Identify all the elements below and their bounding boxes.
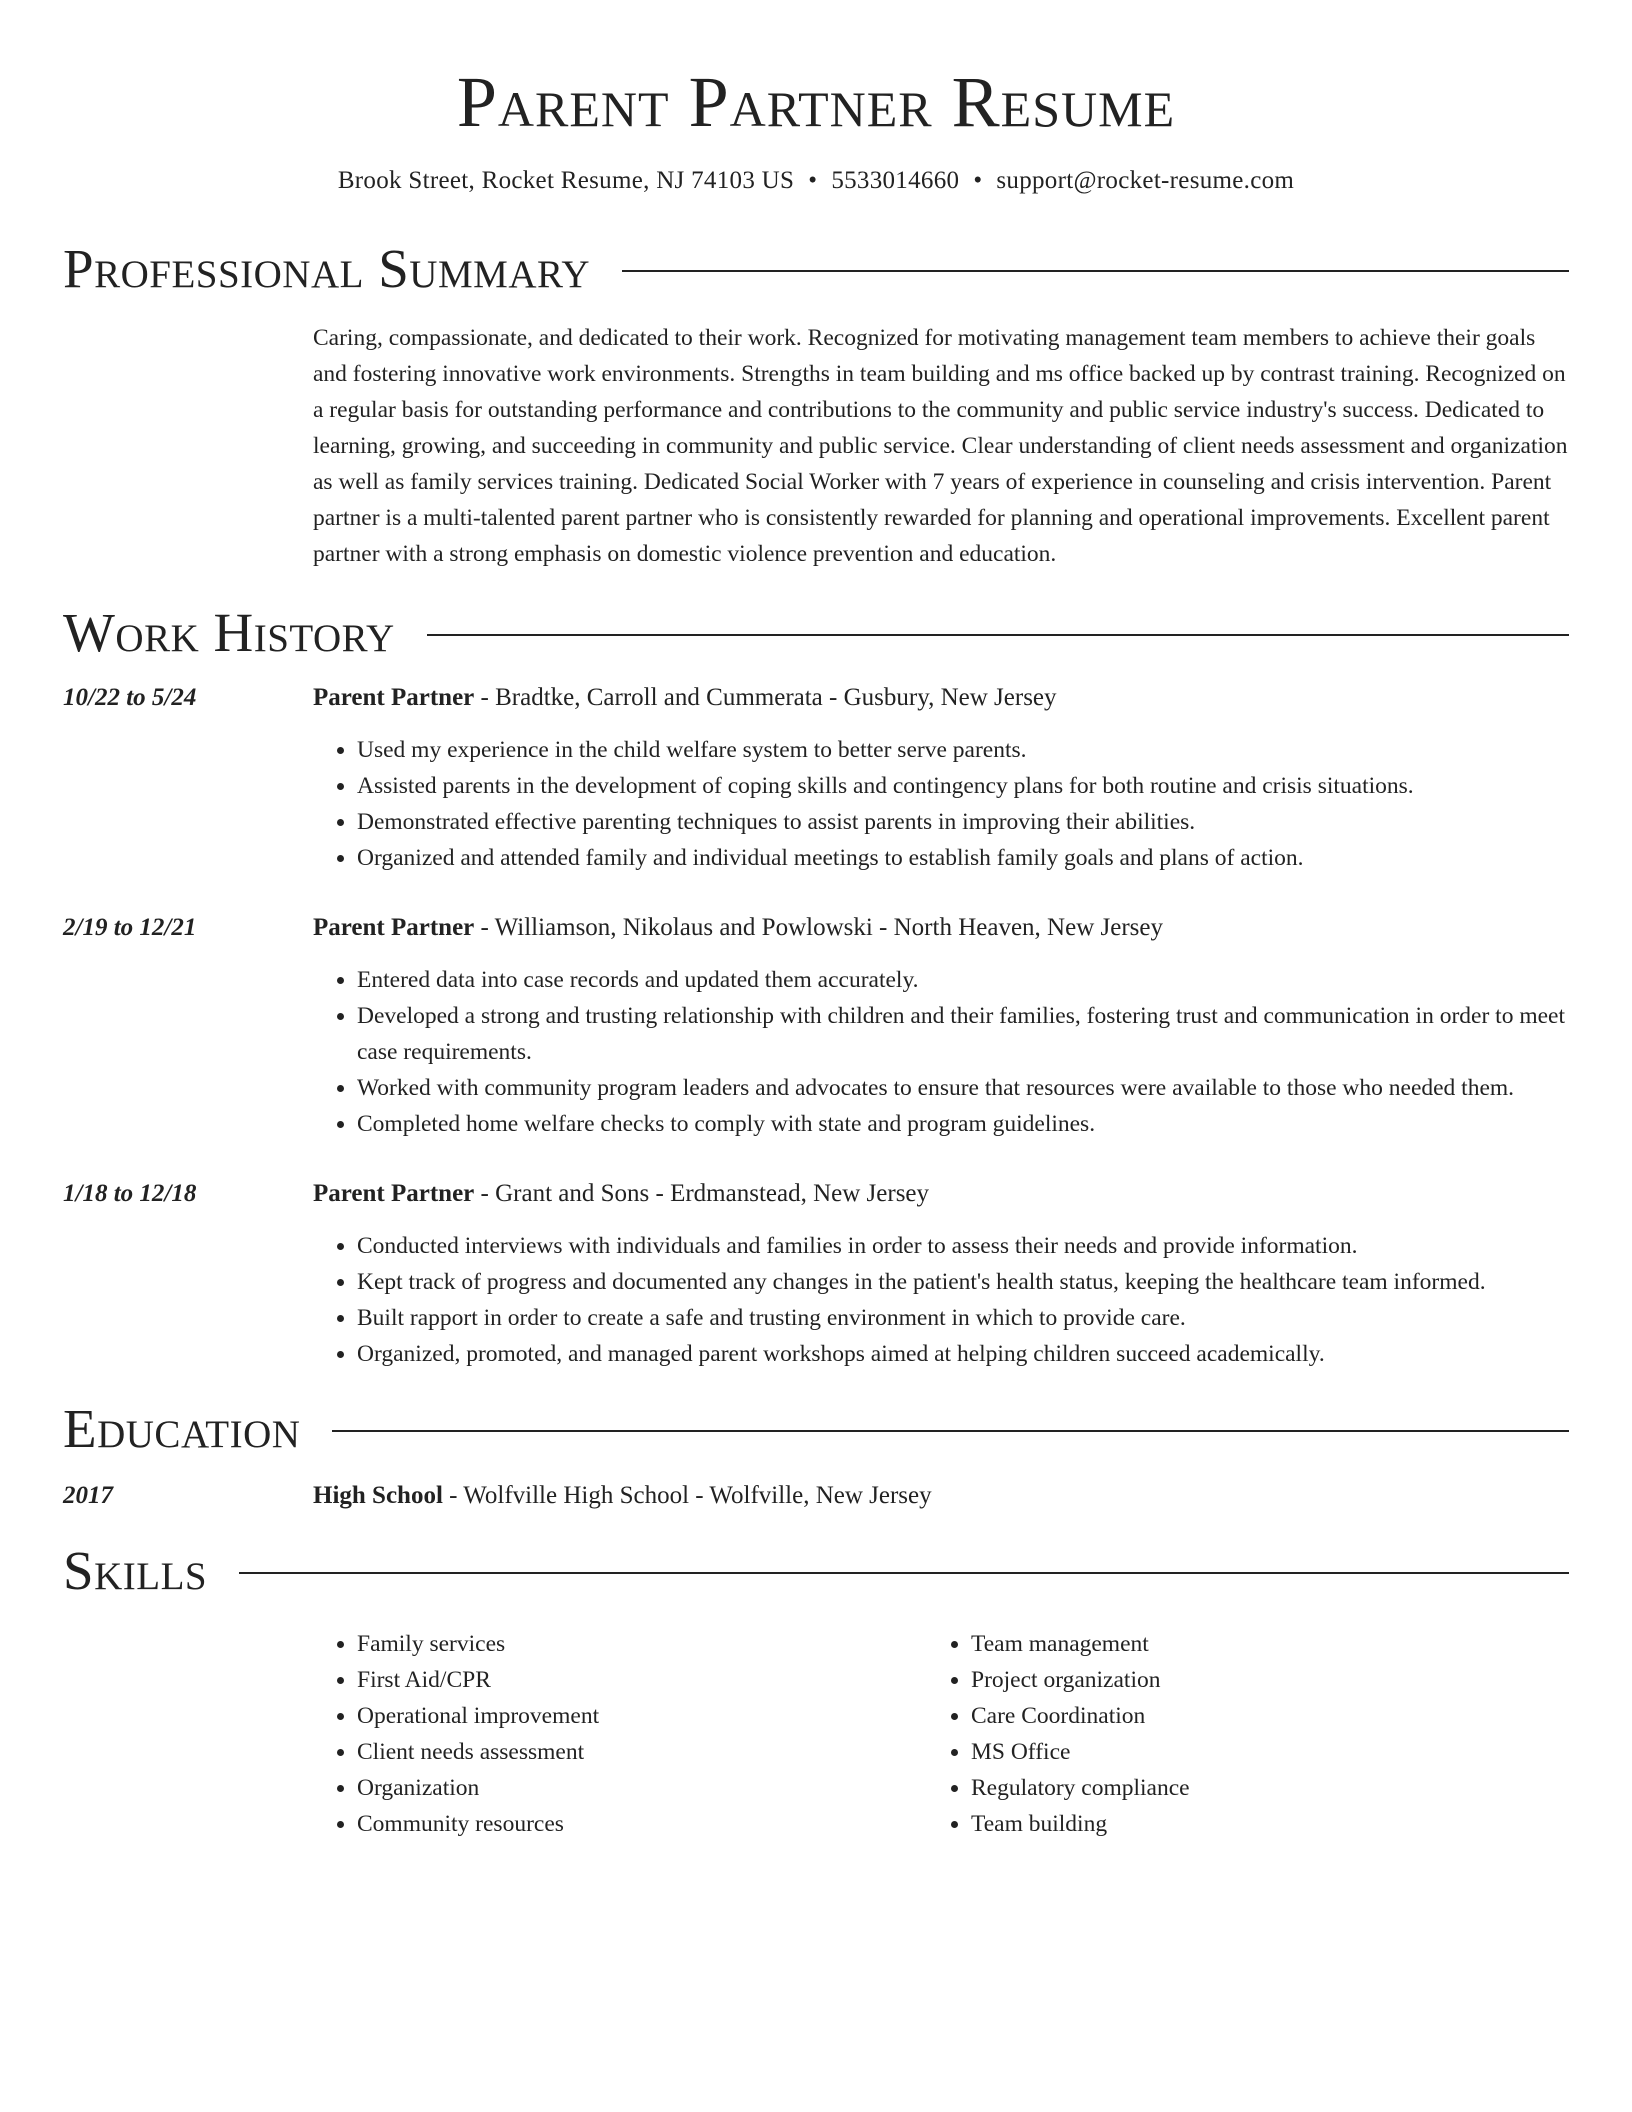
skills-section-title: Skills bbox=[63, 1540, 208, 1601]
resume-name: Parent Partner Resume bbox=[456, 62, 1176, 142]
skills-list-left bbox=[313, 1626, 927, 1842]
job-title-line bbox=[313, 680, 1569, 716]
job-role: Parent Partner bbox=[313, 1180, 475, 1207]
education-section-header bbox=[63, 1398, 1569, 1460]
section-divider bbox=[427, 634, 1569, 636]
job-bullets bbox=[313, 962, 1569, 1142]
section-divider bbox=[239, 1572, 1569, 1574]
skill-item: • Regulatory compliance bbox=[971, 1770, 1541, 1806]
job-dates: 2/19 to 12/21 bbox=[63, 914, 197, 941]
job-bullet-item: • Entered data into case records and updated them accurately. bbox=[357, 962, 1569, 998]
section-divider bbox=[622, 270, 1569, 272]
education-degree: High School bbox=[313, 1482, 443, 1509]
contact-email: support@rocket-resume.com bbox=[996, 167, 1295, 194]
job-entry bbox=[63, 910, 1569, 1142]
job-body bbox=[313, 1176, 1569, 1372]
job-bullet-item: • Used my experience in the child welfare system to better serve parents. bbox=[357, 732, 1569, 768]
job-title-line bbox=[313, 910, 1569, 946]
summary-section-header bbox=[63, 238, 1569, 300]
contact-line bbox=[63, 164, 1569, 198]
job-entry bbox=[63, 1176, 1569, 1372]
job-employer-location: - Grant and Sons - Erdmanstead, New Jersey bbox=[474, 1180, 930, 1207]
skills-columns bbox=[313, 1626, 1569, 1842]
skill-item: • Team building bbox=[971, 1806, 1541, 1842]
skill-item: • First Aid/CPR bbox=[357, 1662, 927, 1698]
summary-section-title: Professional Summary bbox=[63, 238, 591, 299]
job-bullet-item: • Developed a strong and trusting relationship with children and their families, fostering trust and communication in order to meet case requirements. bbox=[357, 998, 1569, 1070]
job-employer-location: - Bradtke, Carroll and Cummerata - Gusbury, New Jersey bbox=[474, 684, 1057, 711]
contact-separator: • bbox=[973, 167, 983, 194]
skill-item: • Community resources bbox=[357, 1806, 927, 1842]
education-line bbox=[313, 1478, 932, 1514]
education-year: 2017 bbox=[63, 1482, 113, 1509]
skill-item: • Team management bbox=[971, 1626, 1541, 1662]
job-entry bbox=[63, 680, 1569, 876]
skill-item: • Care Coordination bbox=[971, 1698, 1541, 1734]
job-role: Parent Partner bbox=[313, 684, 475, 711]
job-bullets bbox=[313, 1228, 1569, 1372]
job-bullet-item: • Organized, promoted, and managed parent workshops aimed at helping children succeed academically. bbox=[357, 1336, 1569, 1372]
job-bullet-item: • Organized and attended family and individual meetings to establish family goals and plans of action. bbox=[357, 840, 1569, 876]
work-history-list bbox=[63, 680, 1569, 1372]
skill-item: • Operational improvement bbox=[357, 1698, 927, 1734]
job-bullet-item: • Assisted parents in the development of coping skills and contingency plans for both routine and crisis situations. bbox=[357, 768, 1569, 804]
job-bullet-item: • Conducted interviews with individuals and families in order to assess their needs and provide information. bbox=[357, 1228, 1569, 1264]
education-entry bbox=[63, 1478, 1569, 1514]
education-details: - Wolfville High School - Wolfville, New Jersey bbox=[442, 1482, 932, 1509]
summary-text: Caring, compassionate, and dedicated to their work. Recognized for motivating management team members to achieve their goals and fostering innovative work environments. Strengths in team building and ms office backed up by contrast training. Recognized on a regular basis for outstanding performance and contributions to the community and public service industry's success. Dedicated to learning, growing, and succeeding in community and public service. Clear understanding of client needs assessment and organization as well as family services training. Dedicated Social Worker with 7 years of experience in counseling and crisis intervention. Parent partner is a multi-talented parent partner who is consistently rewarded for planning and operational improvements. Excellent parent partner with a strong emphasis on domestic violence prevention and education. bbox=[313, 325, 1568, 567]
job-bullet-item: • Built rapport in order to create a safe and trusting environment in which to provide care. bbox=[357, 1300, 1569, 1336]
skills-section-header bbox=[63, 1540, 1569, 1602]
skill-item: • Family services bbox=[357, 1626, 927, 1662]
skill-item: • MS Office bbox=[971, 1734, 1541, 1770]
job-title-line bbox=[313, 1176, 1569, 1212]
work-section-title: Work History bbox=[63, 602, 395, 663]
work-section-header bbox=[63, 602, 1569, 664]
job-body bbox=[313, 680, 1569, 876]
job-bullet-item: • Demonstrated effective parenting techniques to assist parents in improving their abilities. bbox=[357, 804, 1569, 840]
contact-address: Brook Street, Rocket Resume, NJ 74103 US bbox=[337, 167, 795, 194]
contact-phone: 5533014660 bbox=[831, 167, 960, 194]
job-bullets bbox=[313, 732, 1569, 876]
skill-item: • Project organization bbox=[971, 1662, 1541, 1698]
education-section-title: Education bbox=[63, 1398, 301, 1459]
section-divider bbox=[332, 1430, 1569, 1432]
job-body bbox=[313, 910, 1569, 1142]
job-role: Parent Partner bbox=[313, 914, 475, 941]
job-bullet-item: • Kept track of progress and documented any changes in the patient's health status, keeping the healthcare team informed. bbox=[357, 1264, 1569, 1300]
contact-separator: • bbox=[808, 167, 818, 194]
job-bullet-item: • Worked with community program leaders and advocates to ensure that resources were available to those who needed them. bbox=[357, 1070, 1569, 1106]
skill-item: • Client needs assessment bbox=[357, 1734, 927, 1770]
job-employer-location: - Williamson, Nikolaus and Powlowski - North Heaven, New Jersey bbox=[474, 914, 1163, 941]
skills-list-right bbox=[927, 1626, 1541, 1842]
job-dates: 1/18 to 12/18 bbox=[63, 1180, 197, 1207]
job-dates: 10/22 to 5/24 bbox=[63, 684, 197, 711]
job-bullet-item: • Completed home welfare checks to comply with state and program guidelines. bbox=[357, 1106, 1569, 1142]
skill-item: • Organization bbox=[357, 1770, 927, 1806]
